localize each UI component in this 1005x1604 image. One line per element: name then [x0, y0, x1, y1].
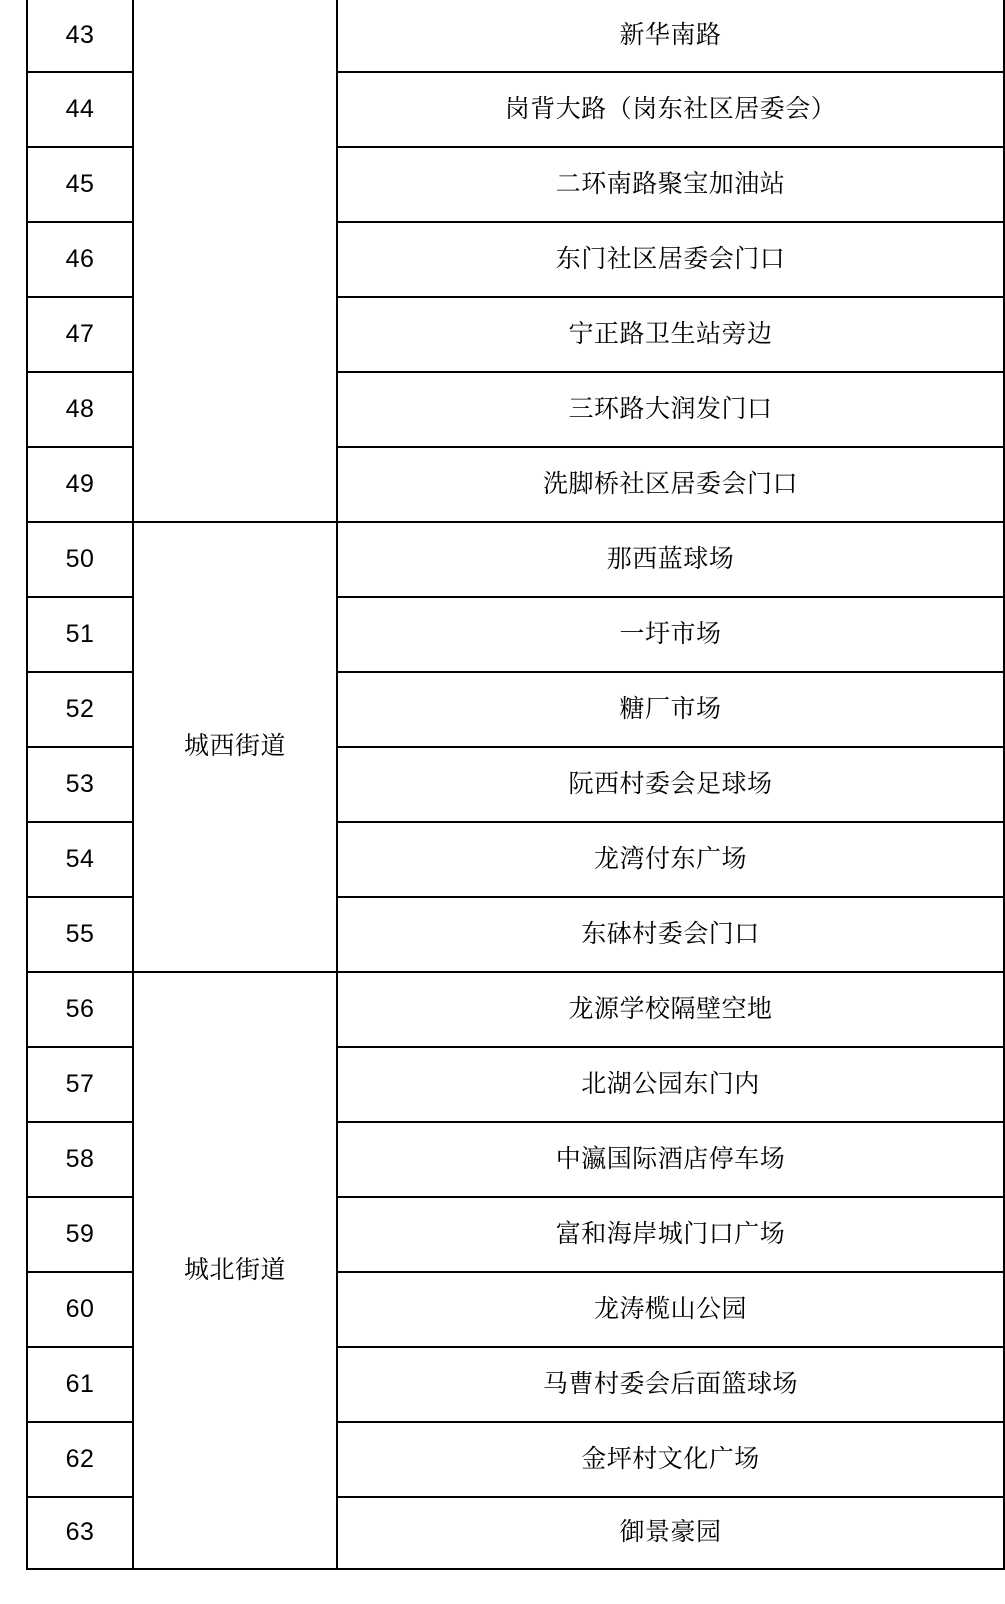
row-index: 55: [27, 897, 133, 972]
row-place: 金坪村文化广场: [337, 1422, 1004, 1497]
table-row: [27, 522, 1004, 597]
row-index: 47: [27, 297, 133, 372]
row-place: 岗背大路（岗东社区居委会）: [337, 72, 1004, 147]
table-body: [27, 0, 1004, 1569]
street-group-chengbei: 城北街道: [133, 972, 337, 1569]
row-place: 龙湾付东广场: [337, 822, 1004, 897]
row-index: 60: [27, 1272, 133, 1347]
row-index: 56: [27, 972, 133, 1047]
row-index: 57: [27, 1047, 133, 1122]
row-place: 马曹村委会后面篮球场: [337, 1347, 1004, 1422]
row-index: 48: [27, 372, 133, 447]
row-index: 49: [27, 447, 133, 522]
table-row: [27, 0, 1004, 72]
row-place: 御景豪园: [337, 1497, 1004, 1569]
row-place: 糖厂市场: [337, 672, 1004, 747]
row-place: 阮西村委会足球场: [337, 747, 1004, 822]
table-row: [27, 972, 1004, 1047]
row-index: 43: [27, 0, 133, 72]
row-index: 63: [27, 1497, 133, 1569]
row-place: 东砵村委会门口: [337, 897, 1004, 972]
row-place: 二环南路聚宝加油站: [337, 147, 1004, 222]
street-group-chengxi: 城西街道: [133, 522, 337, 972]
row-place: 龙涛榄山公园: [337, 1272, 1004, 1347]
row-place: 龙源学校隔壁空地: [337, 972, 1004, 1047]
row-index: 54: [27, 822, 133, 897]
row-index: 44: [27, 72, 133, 147]
row-place: 一圩市场: [337, 597, 1004, 672]
row-place: 洗脚桥社区居委会门口: [337, 447, 1004, 522]
row-index: 45: [27, 147, 133, 222]
row-place: 东门社区居委会门口: [337, 222, 1004, 297]
row-place: 那西蓝球场: [337, 522, 1004, 597]
row-place: 富和海岸城门口广场: [337, 1197, 1004, 1272]
row-index: 51: [27, 597, 133, 672]
row-index: 53: [27, 747, 133, 822]
row-index: 62: [27, 1422, 133, 1497]
row-place: 新华南路: [337, 0, 1004, 72]
row-place: 中瀛国际酒店停车场: [337, 1122, 1004, 1197]
row-index: 46: [27, 222, 133, 297]
row-index: 52: [27, 672, 133, 747]
row-place: 宁正路卫生站旁边: [337, 297, 1004, 372]
row-index: 59: [27, 1197, 133, 1272]
row-index: 58: [27, 1122, 133, 1197]
row-index: 50: [27, 522, 133, 597]
locations-table: [26, 0, 1005, 1570]
row-place: 三环路大润发门口: [337, 372, 1004, 447]
street-group-cell-prev: [133, 0, 337, 522]
row-index: 61: [27, 1347, 133, 1422]
row-place: 北湖公园东门内: [337, 1047, 1004, 1122]
